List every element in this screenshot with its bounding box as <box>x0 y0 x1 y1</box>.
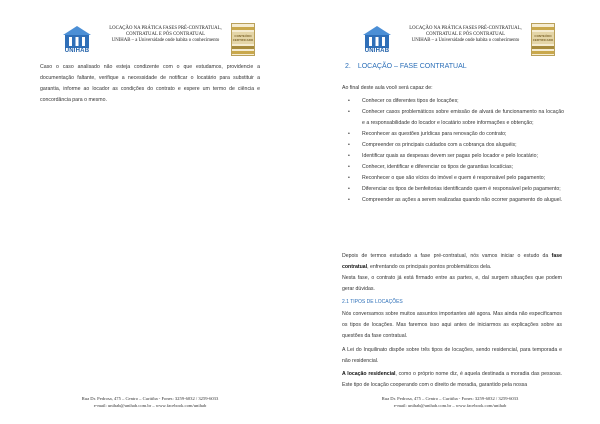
certification-seal <box>531 23 555 56</box>
building-icon <box>361 24 393 50</box>
list-item: • Reconhecer as questões jurídicas para renovação do contrato; <box>348 131 507 137</box>
logo-text: UNIHAB <box>364 48 390 54</box>
objectives-list <box>344 96 564 206</box>
seal-text: CONTEÚDO CERTIFICADO <box>232 34 254 42</box>
list-item: • Compreender os principais cuidados com a cobrança dos aluguéis; <box>348 142 517 148</box>
footer-address: Rua Dr. Pedrosa, 475 – Centro – Curitiba - Fones: 3259-6032 / 3259-6033 <box>81 396 219 401</box>
section-heading <box>345 63 467 70</box>
page-header <box>300 22 600 62</box>
header-title: LOCAÇÃO NA PRÁTICA FASES PRÉ-CONTRATUAL, CONTRATUAL E PÓS CONTRATUAL UNIHAB – a Universidade onde habita o conhecimento <box>109 26 222 43</box>
page-footer <box>0 396 300 409</box>
list-item: • Conhecer casos problemáticos sobre emissão de alvará de funcionamento na locação e a responsabilidade do locador e locatário sobre informações e obtenção; <box>348 109 564 126</box>
list-item: • Conhecer, identificar e diferenciar os tipos de garantias locatícias; <box>348 164 514 170</box>
footer-address: Rua Dr. Pedrosa, 475 – Centro – Curitiba - Fones: 3259-6032 / 3259-6033 <box>381 396 519 401</box>
header-title: LOCAÇÃO NA PRÁTICA FASES PRÉ-CONTRATUAL, CONTRATUAL E PÓS CONTRATUAL UNIHAB – a Universidade onde habita o conhecimento <box>409 26 522 43</box>
section-title: LOCAÇÃO – FASE CONTRATUAL <box>357 63 467 70</box>
certification-seal <box>231 23 255 56</box>
subheading-tipos-de-locacoes: 2.1 TIPOS DE LOCAÇÕES <box>342 299 403 305</box>
paragraph-locacao-residencial: A locação residencial, como o próprio nome diz, é aquela destinada a moradia das pessoas. Este tipo de locação cooperando com o direito de moradia, garantido pela nossa <box>342 371 562 388</box>
logo-text: UNIHAB <box>64 48 90 54</box>
list-item: • Diferenciar os tipos de benfeitorias identificando quem é responsável pelo pagamento; <box>348 186 561 192</box>
list-item: • Compreender as ações a serem realizadas quando não ocorrer pagamento do aluguel. <box>348 197 563 203</box>
page-header <box>0 22 300 62</box>
footer-contact: e-mail: unihab@unihab.com.br – www.facebook.com/unihab <box>393 402 507 408</box>
paragraph-lei-inquilinato: A Lei do Inquilinato dispõe sobre três tipos de locações, sendo residencial, para temporada e não residencial. <box>342 347 562 364</box>
paragraph-tipos: Nós conversamos sobre muitos assuntos importantes até agora. Mas ainda não especificamos os tipos de locações. Mas faremos isso aqui antes de iniciarmos as explicações sobre as questões da fase contratual. <box>342 311 562 339</box>
right-page <box>300 0 600 424</box>
body-paragraph: Caso o caso analisado não esteja condizente com o que estudamos, providencie a documentação faltante, verifique a necessidade de notificar o locatário para substituir a garantia, informe ao locador as condições do contrato e espere um termo de ciência e concordância para o mesmo. <box>40 64 260 103</box>
list-item: • Identificar quais as despesas devem ser pagas pelo locador e pelo locatário; <box>348 153 538 159</box>
section-number: 2. <box>345 63 351 70</box>
unihab-logo <box>61 24 93 56</box>
intro-text: Ao final deste aula você será capaz de: <box>342 85 433 91</box>
footer-contact: e-mail: unihab@unihab.com.br – www.facebook.com/unihab <box>93 402 207 408</box>
seal-text: CONTEÚDO CERTIFICADO <box>532 34 554 42</box>
page-footer <box>300 396 600 409</box>
list-item: • Reconhecer o que são vícios do imóvel e quem é responsável pelo pagamento; <box>348 175 546 181</box>
building-icon <box>61 24 93 50</box>
paragraph-fase-contratual: Depois de termos estudado a fase pré-contratual, nós vamos iniciar o estudo da fase contratual, enfrentando os principais pontos problemáticos dela. Nesta fase, o contrato já está firmado entre as partes, e, daí surgem situações que podem gerar dúvidas. <box>342 253 562 292</box>
unihab-logo <box>361 24 393 56</box>
list-item: • Conhecer os diferentes tipos de locações; <box>348 98 459 104</box>
